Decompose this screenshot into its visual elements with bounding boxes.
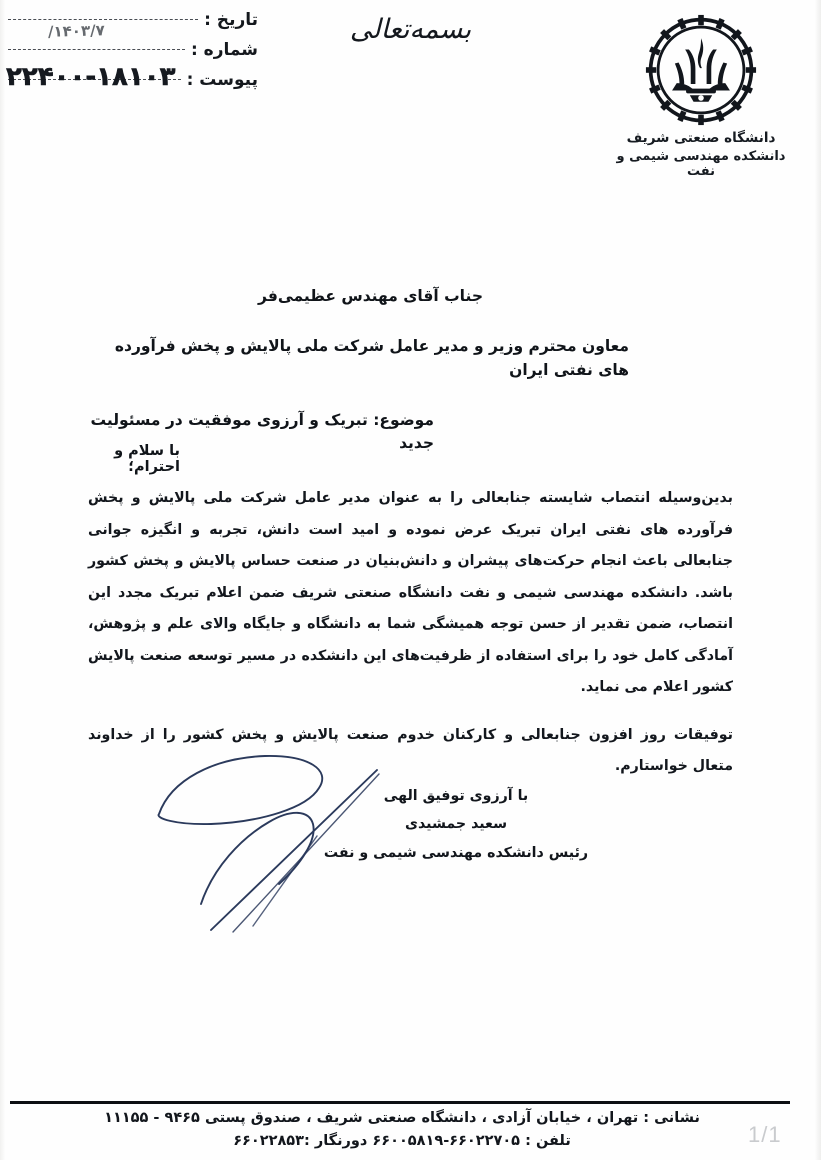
- signature-closing: با آرزوی توفیق الهی: [383, 788, 529, 804]
- footer-address: نشانی : تهران ، خیابان آزادی ، دانشگاه صنعتی شریف ، صندوق پستی ۹۴۶۵ - ۱۱۱۵۵: [104, 1110, 700, 1126]
- scan-edge-right: [815, 0, 821, 1160]
- organization-name: دانشگاه صنعتی شریف: [626, 130, 776, 146]
- body-paragraph-2: توفیقات روز افزون جنابعالی و کارکنان خدوم صنعت پالایش و پخش کشور را از خداوند متعال خواستارم.: [88, 726, 733, 775]
- bismillah-heading: بسمه‌تعالی: [349, 14, 472, 45]
- sharif-university-emblem-icon: [603, 14, 799, 126]
- body-paragraph-1: بدین‌وسیله انتصاب شایسته جنابعالی را به عنوان مدیر عامل شرکت ملی پالایش و پخش فرآورده های نفتی ایران تبریک عرض نموده و امید است دانش، تجربه و انگیزه جوانی جنابعالی باعث انجام حرکت‌های پیشران و دانش‌بنیان در صنعت حساس پالایش و پخش کشور باشد. دانشکده مهندسی شیمی و نفت دانشگاه صنعتی شریف ضمن اعلام تبریک مجدد این انتصاب، ضمن تقدیر از حسن توجه همیشگی شما به دانشگاه و جایگاه والای علم و پژوهش، آمادگی کامل خود را برای استفاده از ظرفیت‌های این دانشکده در مسیر توسعه صنعت پالایش کشور اعلام می نماید.: [88, 490, 733, 696]
- signer-name: سعید جمشیدی: [404, 816, 508, 833]
- salutation: با سلام و احترام؛: [114, 443, 180, 475]
- signer-role: رئیس دانشکده مهندسی شیمی و نفت: [323, 844, 589, 861]
- footer: [14, 1107, 790, 1154]
- field-dots-number: [8, 49, 185, 50]
- scan-edge-left: [0, 0, 5, 1160]
- addressee-title: معاون محترم وزیر و مدیر عامل شرکت ملی پالایش و پخش فرآورده های نفتی ایران: [114, 337, 629, 379]
- addressee-name: جناب آقای مهندس عظیمی‌فر: [258, 287, 483, 305]
- field-label-number: شماره :: [190, 40, 258, 60]
- reference-number-stamp: ۲۲۴۰۰-۱۸۱۰۳: [6, 62, 176, 92]
- field-label-date: تاریخ :: [204, 10, 258, 30]
- letter-subject: موضوع: تبریک و آرزوی موفقیت در مسئولیت جدید: [90, 410, 434, 452]
- page-indicator: 1/1: [748, 1122, 782, 1147]
- letterhead: [603, 14, 799, 179]
- department-name: دانشکده مهندسی شیمی و نفت: [616, 149, 786, 179]
- footer-divider: [10, 1101, 790, 1104]
- footer-contact: تلفن : ۶۶۰۲۲۷۰۵-۶۶۰۰۵۸۱۹ دورنگار :۶۶۰۲۲۸۵۳: [233, 1133, 571, 1150]
- field-label-attachment: پیوست :: [186, 70, 258, 90]
- letter-body: [88, 483, 733, 799]
- date-stamp-value: ۱۴۰۳/۷/: [47, 21, 105, 41]
- signature-block: [321, 782, 591, 867]
